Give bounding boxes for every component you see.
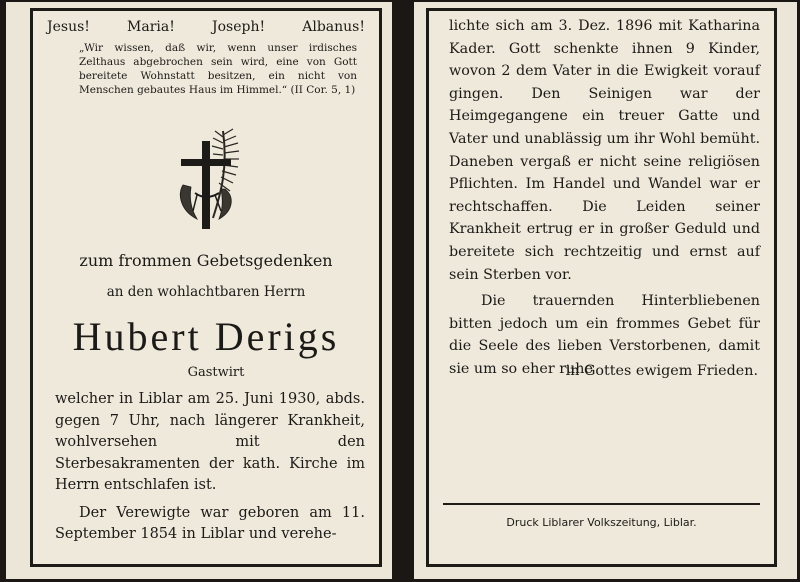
right-card-border [426, 8, 777, 567]
biography-left [55, 389, 365, 546]
bio-paragraph-death: welcher in Liblar am 25. Juni 1930, abds. gegen 7 Uhr, nach längerer Krankheit, wohlversehen mit den Sterbesakramenten der kath. Kirche im Herrn entschlafen ist. [55, 391, 365, 493]
invocation-albanus: Albanus! [302, 19, 365, 35]
left-card-border [30, 8, 382, 567]
bio-paragraph-birth: Der Verewigte war geboren am 11. September 1854 in Liblar und verehe- [55, 504, 365, 542]
invocation-maria: Maria! [127, 19, 175, 35]
deceased-name: Hubert Derigs [72, 314, 340, 359]
right-card-page [414, 2, 797, 579]
occupation: Gastwirt [187, 365, 245, 380]
invocation-joseph: Joseph! [212, 19, 266, 35]
scripture-verse: „Wir wissen, daß wir, wenn unser irdisches Zelthaus abgebrochen sein wird, eine von Gott bereitete Wohnstatt besitzen, ein nicht von Menschen gebautes Haus im Himmel.“ (II Cor. 5, 1) [79, 42, 357, 96]
address-line: an den wohlachtbaren Herrn [106, 284, 306, 300]
biography-right [449, 15, 760, 381]
divider-rule [443, 503, 760, 505]
prayer-heading: zum frommen Gebetsgedenken [79, 251, 333, 270]
closing-line: in Gottes ewigem Frieden. [565, 363, 758, 379]
left-card-page [6, 2, 392, 579]
printer-credit: Druck Liblarer Volkszeitung, Liblar. [506, 516, 697, 529]
invocation-line [47, 19, 365, 35]
bio-paragraph-family: lichte sich am 3. Dez. 1896 mit Katharina Kader. Gott schenkte ihnen 9 Kinder, wovon 2 dem Vater in die Ewigkeit vorauf gingen. Den Seinigen war der Heimgegangene ein treuer Gatte und Vater und unablässig um ihr Wohl bemüht. Daneben vergaß er nicht seine religiösen Pflichten. Im Handel und Wandel war er rechtschaffen. Die Leiden seiner Krankheit ertrug er in großer Geduld und bereitete sich rechtzeitig und ernst auf sein Sterben vor. [449, 18, 760, 283]
cross-with-palm-icon [173, 123, 243, 231]
invocation-jesus: Jesus! [47, 19, 90, 35]
bio-paragraph-prayer-request: Die trauernden Hinterbliebenen bitten jedoch um ein frommes Gebet für die Seele des lieben Verstorbenen, damit sie um so eher ruhe [449, 293, 760, 377]
